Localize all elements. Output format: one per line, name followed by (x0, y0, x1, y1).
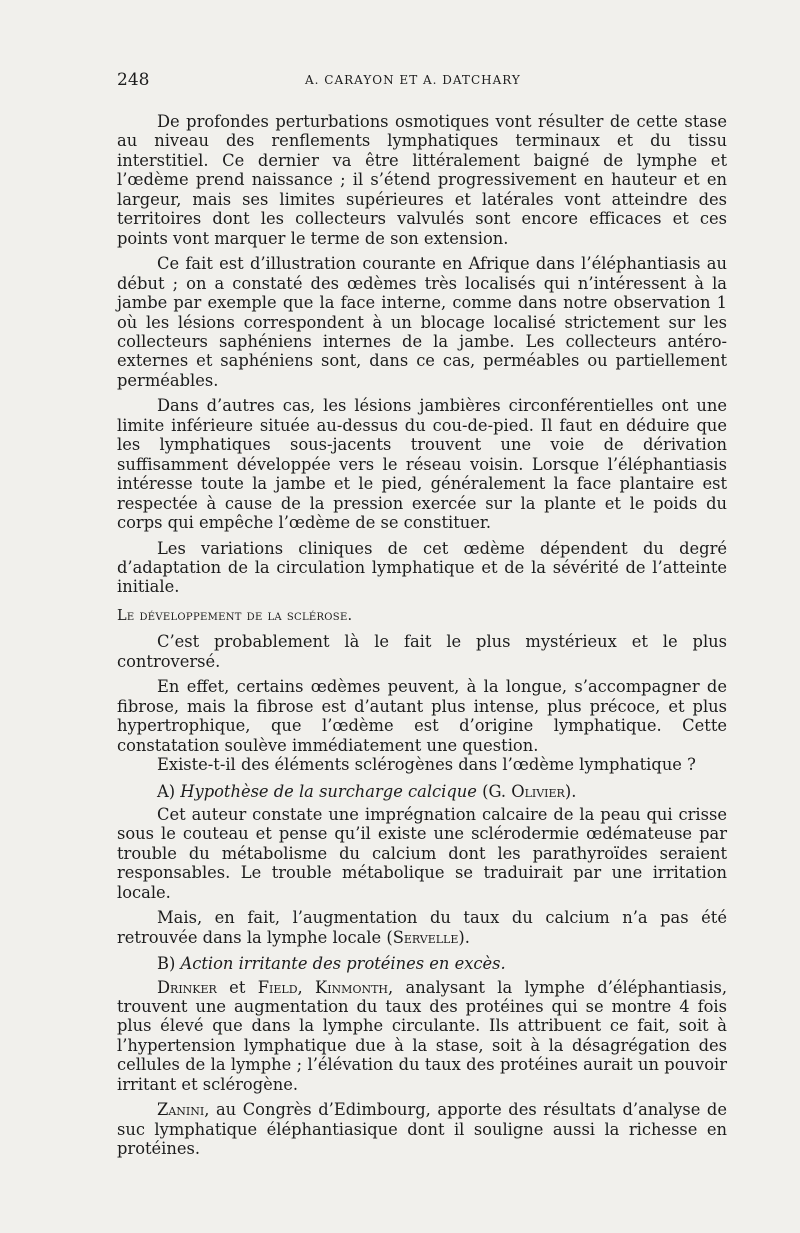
paragraph-text: , (297, 977, 316, 997)
author-name: Olivier (511, 781, 565, 801)
author-name: Servelle (392, 927, 459, 947)
subsection-a-heading (117, 782, 727, 801)
subsection-label: B) (157, 954, 181, 974)
paragraph: En effet, certains œdèmes peuvent, à la longue, s’accompagner de fibrose, mais la fibrose est d’autant plus intense, plus précoce, et plus hypertrophique, que l’œdème est d’origine lymphatique. Cette constatation soulève immédiatement une question. (117, 677, 727, 755)
page-header (117, 70, 727, 100)
paragraph (117, 1100, 727, 1158)
paragraph: Cet auteur constate une imprégnation calcaire de la peau qui crisse sous le couteau et pense qu’il existe une sclérodermie œdémateuse par trouble du métabolisme du calcium dont les parathyroïdes seraient responsables. Le trouble métabolique se traduirait par une irritation locale. (117, 804, 727, 902)
paragraph: Les variations cliniques de cet œdème dépendent du degré d’adaptation de la circulation lymphatique et de la sévérité de l’atteinte initiale. (117, 538, 727, 597)
page-number: 248 (117, 70, 150, 90)
body-text (117, 112, 727, 1159)
author-name: Field (257, 977, 298, 997)
subsection-label: A) (157, 781, 181, 801)
paragraph: De profondes perturbations osmotiques vont résulter de cette stase au niveau des renflements lymphatiques terminaux et du tissu interstitiel. Ce dernier va être littéralement baigné de lymphe et l’œdème prend naissance ; il s’étend progressivement en hauteur et en largeur, mais ses limites supérieures et latérales vont atteindre des territoires dont les collecteurs valvulés sont encore efficaces et ces points vont marquer le terme de son extension. (117, 112, 727, 248)
paragraph-text: et (216, 977, 258, 997)
paragraph (117, 978, 727, 1095)
author-name: Drinker (157, 977, 217, 997)
paragraph-text: , au Congrès d’Edimbourg, apporte des résultats d’analyse de suc lymphatique éléphantiasique dont il souligne aussi la richesse en protéines. (117, 1100, 727, 1159)
subsection-title: Action irritante des protéines en excès. (180, 954, 506, 974)
paragraph-text: Mais, en fait, l’augmentation du taux du calcium n’a pas été retrouvée dans la lymphe locale ( (117, 908, 727, 947)
section-title: Le développement de la sclérose. (117, 607, 353, 624)
running-title: A. CARAYON ET A. DATCHARY (305, 73, 521, 87)
paragraph-text: ). (458, 927, 470, 947)
paragraph: Dans d’autres cas, les lésions jambières circonférentielles ont une limite inférieure située au-dessus du cou-de-pied. Il faut en déduire que les lymphatiques sous-jacents trouvent une voie de dérivation suffisamment développée vers le réseau voisin. Lorsque l’éléphantiasis intéresse toute la jambe et le pied, généralement la face plantaire est respectée à cause de la pression exercée sur la plante et le poids du corps qui empêche l’œdème de se constituer. (117, 396, 727, 533)
paragraph-text: , analysant la lymphe d’éléphantiasis, trouvent une augmentation du taux des protéines qui se montre 4 fois plus élevé que dans la lymphe circulante. Ils attribuent ce fait, soit à l’hypertension lymphatique due à la stase, soit à la désagrégation des cellules de la lymphe ; l’élévation du taux des protéines aurait un pouvoir irritant et sclérogène. (117, 977, 727, 1094)
paragraph: Existe-t-il des éléments sclérogènes dans l’œdème lymphatique ? (157, 755, 696, 775)
paragraph (117, 908, 727, 947)
citation-open: (G. (476, 781, 512, 801)
subsection-title: Hypothèse de la surcharge calcique (180, 781, 477, 801)
author-name: Kinmonth (315, 977, 389, 997)
paragraph: Ce fait est d’illustration courante en Afrique dans l’éléphantiasis au début ; on a constaté des œdèmes très localisés qui n’intéressent à la jambe par exemple que la face interne, comme dans notre observation 1 où les lésions correspondent à un blocage localisé strictement sur les collecteurs saphéniens internes de la jambe. Les collecteurs antéro-externes et saphéniens sont, dans ce cas, perméables ou partiellement perméables. (117, 254, 727, 390)
paragraph: C’est probablement là le fait le plus mystérieux et le plus controversé. (117, 632, 727, 671)
subsection-b-heading (117, 954, 727, 973)
citation-close: ). (564, 781, 577, 801)
author-name: Zanini (157, 1100, 205, 1120)
